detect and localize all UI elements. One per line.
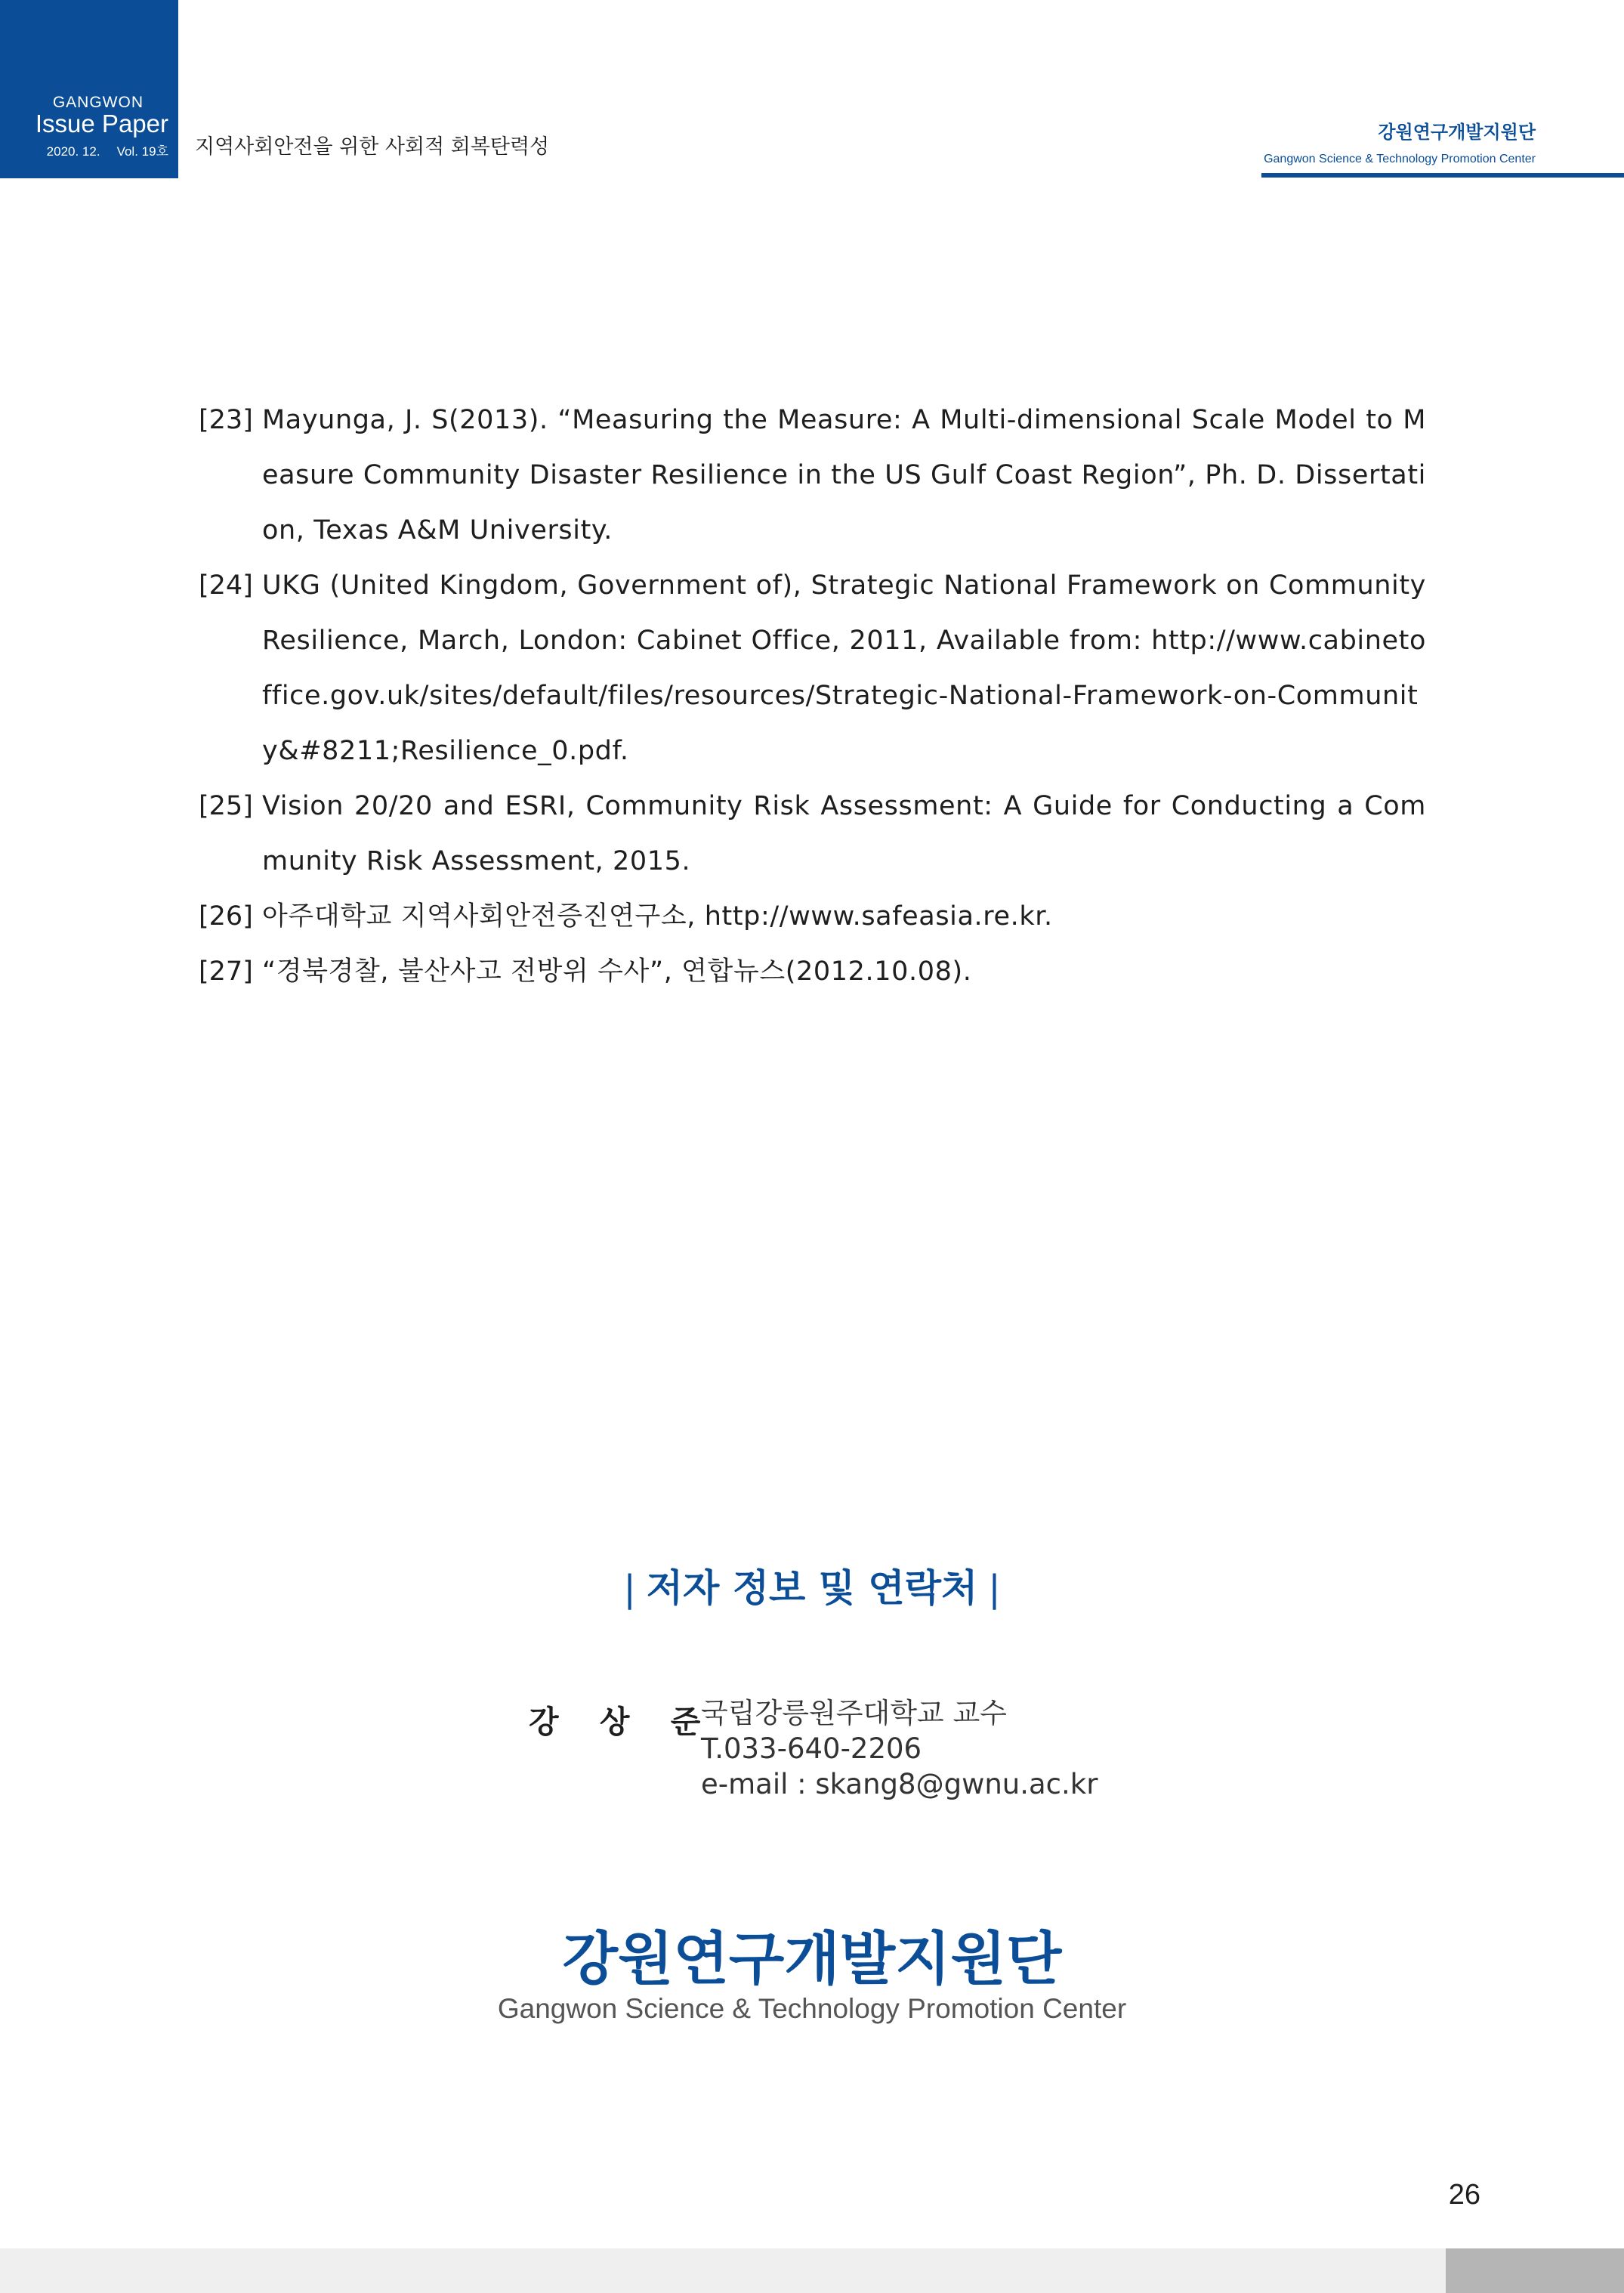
header-org-korean: 강원연구개발지원단 (1378, 122, 1536, 143)
header-org-english: Gangwon Science & Technology Promotion Center (1264, 153, 1536, 165)
footer-org-english: Gangwon Science & Technology Promotion Center (497, 1993, 1127, 2024)
brand-title: Issue Paper (35, 110, 168, 138)
document-title: 지역사회안전을 위한 사회적 회복탄력성 (195, 135, 550, 159)
reference-item (199, 779, 1426, 889)
heading-bar-right: | (988, 1568, 1001, 1610)
brand-issue-info (47, 141, 168, 159)
page-number: 26 (1448, 2179, 1480, 2211)
author-name: 강 상 준 (529, 1704, 716, 1740)
footer-org-korean: 강원연구개발지원단 (562, 1925, 1062, 1992)
reference-text: Mayunga, J. S(2013). “Measuring the Measure: A Multi-dimensional Scale Model to Measure Community Disaster Resilience in the US Gulf Coast Region”, Ph. D. Dissertation, Texas A&M University. (262, 405, 1426, 545)
reference-item (199, 558, 1426, 779)
reference-number: [26] (199, 901, 253, 932)
reference-item (199, 944, 1426, 1000)
header-organization (1264, 117, 1536, 166)
author-contact (701, 1695, 1098, 1802)
brand-region: GANGWON (52, 94, 144, 111)
brand-volume: Vol. 19호 (116, 144, 168, 159)
reference-text: Vision 20/20 and ESRI, Community Risk Assessment: A Guide for Conducting a Community Risk Assessment, 2015. (262, 791, 1426, 876)
issue-paper-badge (0, 0, 178, 178)
reference-number: [24] (199, 570, 253, 601)
footer-tab (1446, 2248, 1624, 2293)
author-email: e-mail : skang8@gwnu.ac.kr (701, 1768, 1098, 1800)
reference-list (199, 393, 1426, 1000)
reference-number: [23] (199, 405, 253, 435)
footer-strip (0, 2248, 1446, 2293)
author-heading-text: 저자 정보 및 연락처 (646, 1566, 978, 1610)
reference-item (199, 889, 1426, 944)
reference-number: [25] (199, 791, 253, 821)
brand-date: 2020. 12. (46, 144, 100, 159)
reference-text: UKG (United Kingdom, Government of), Strategic National Framework on Community Resilience, March, London: Cabinet Office, 2011, Available from: http://www.cabinetoffice.gov.uk/sites/default/files/resources/Strategic-National-Framework-on-Community&#8211;Resilience_0.pdf. (262, 570, 1426, 766)
header-divider (1261, 173, 1624, 178)
author-affiliation: 국립강릉원주대학교 교수 (701, 1697, 1007, 1729)
author-phone: T.033-640-2206 (701, 1732, 922, 1765)
reference-number: [27] (199, 956, 253, 987)
reference-text: 아주대학교 지역사회안전증진연구소, http://www.safeasia.re.kr. (262, 901, 1053, 932)
author-section-heading (0, 1558, 1624, 1612)
reference-text: “경북경찰, 불산사고 전방위 수사”, 연합뉴스(2012.10.08). (262, 956, 972, 987)
reference-item (199, 393, 1426, 558)
heading-bar-left: | (623, 1568, 636, 1610)
